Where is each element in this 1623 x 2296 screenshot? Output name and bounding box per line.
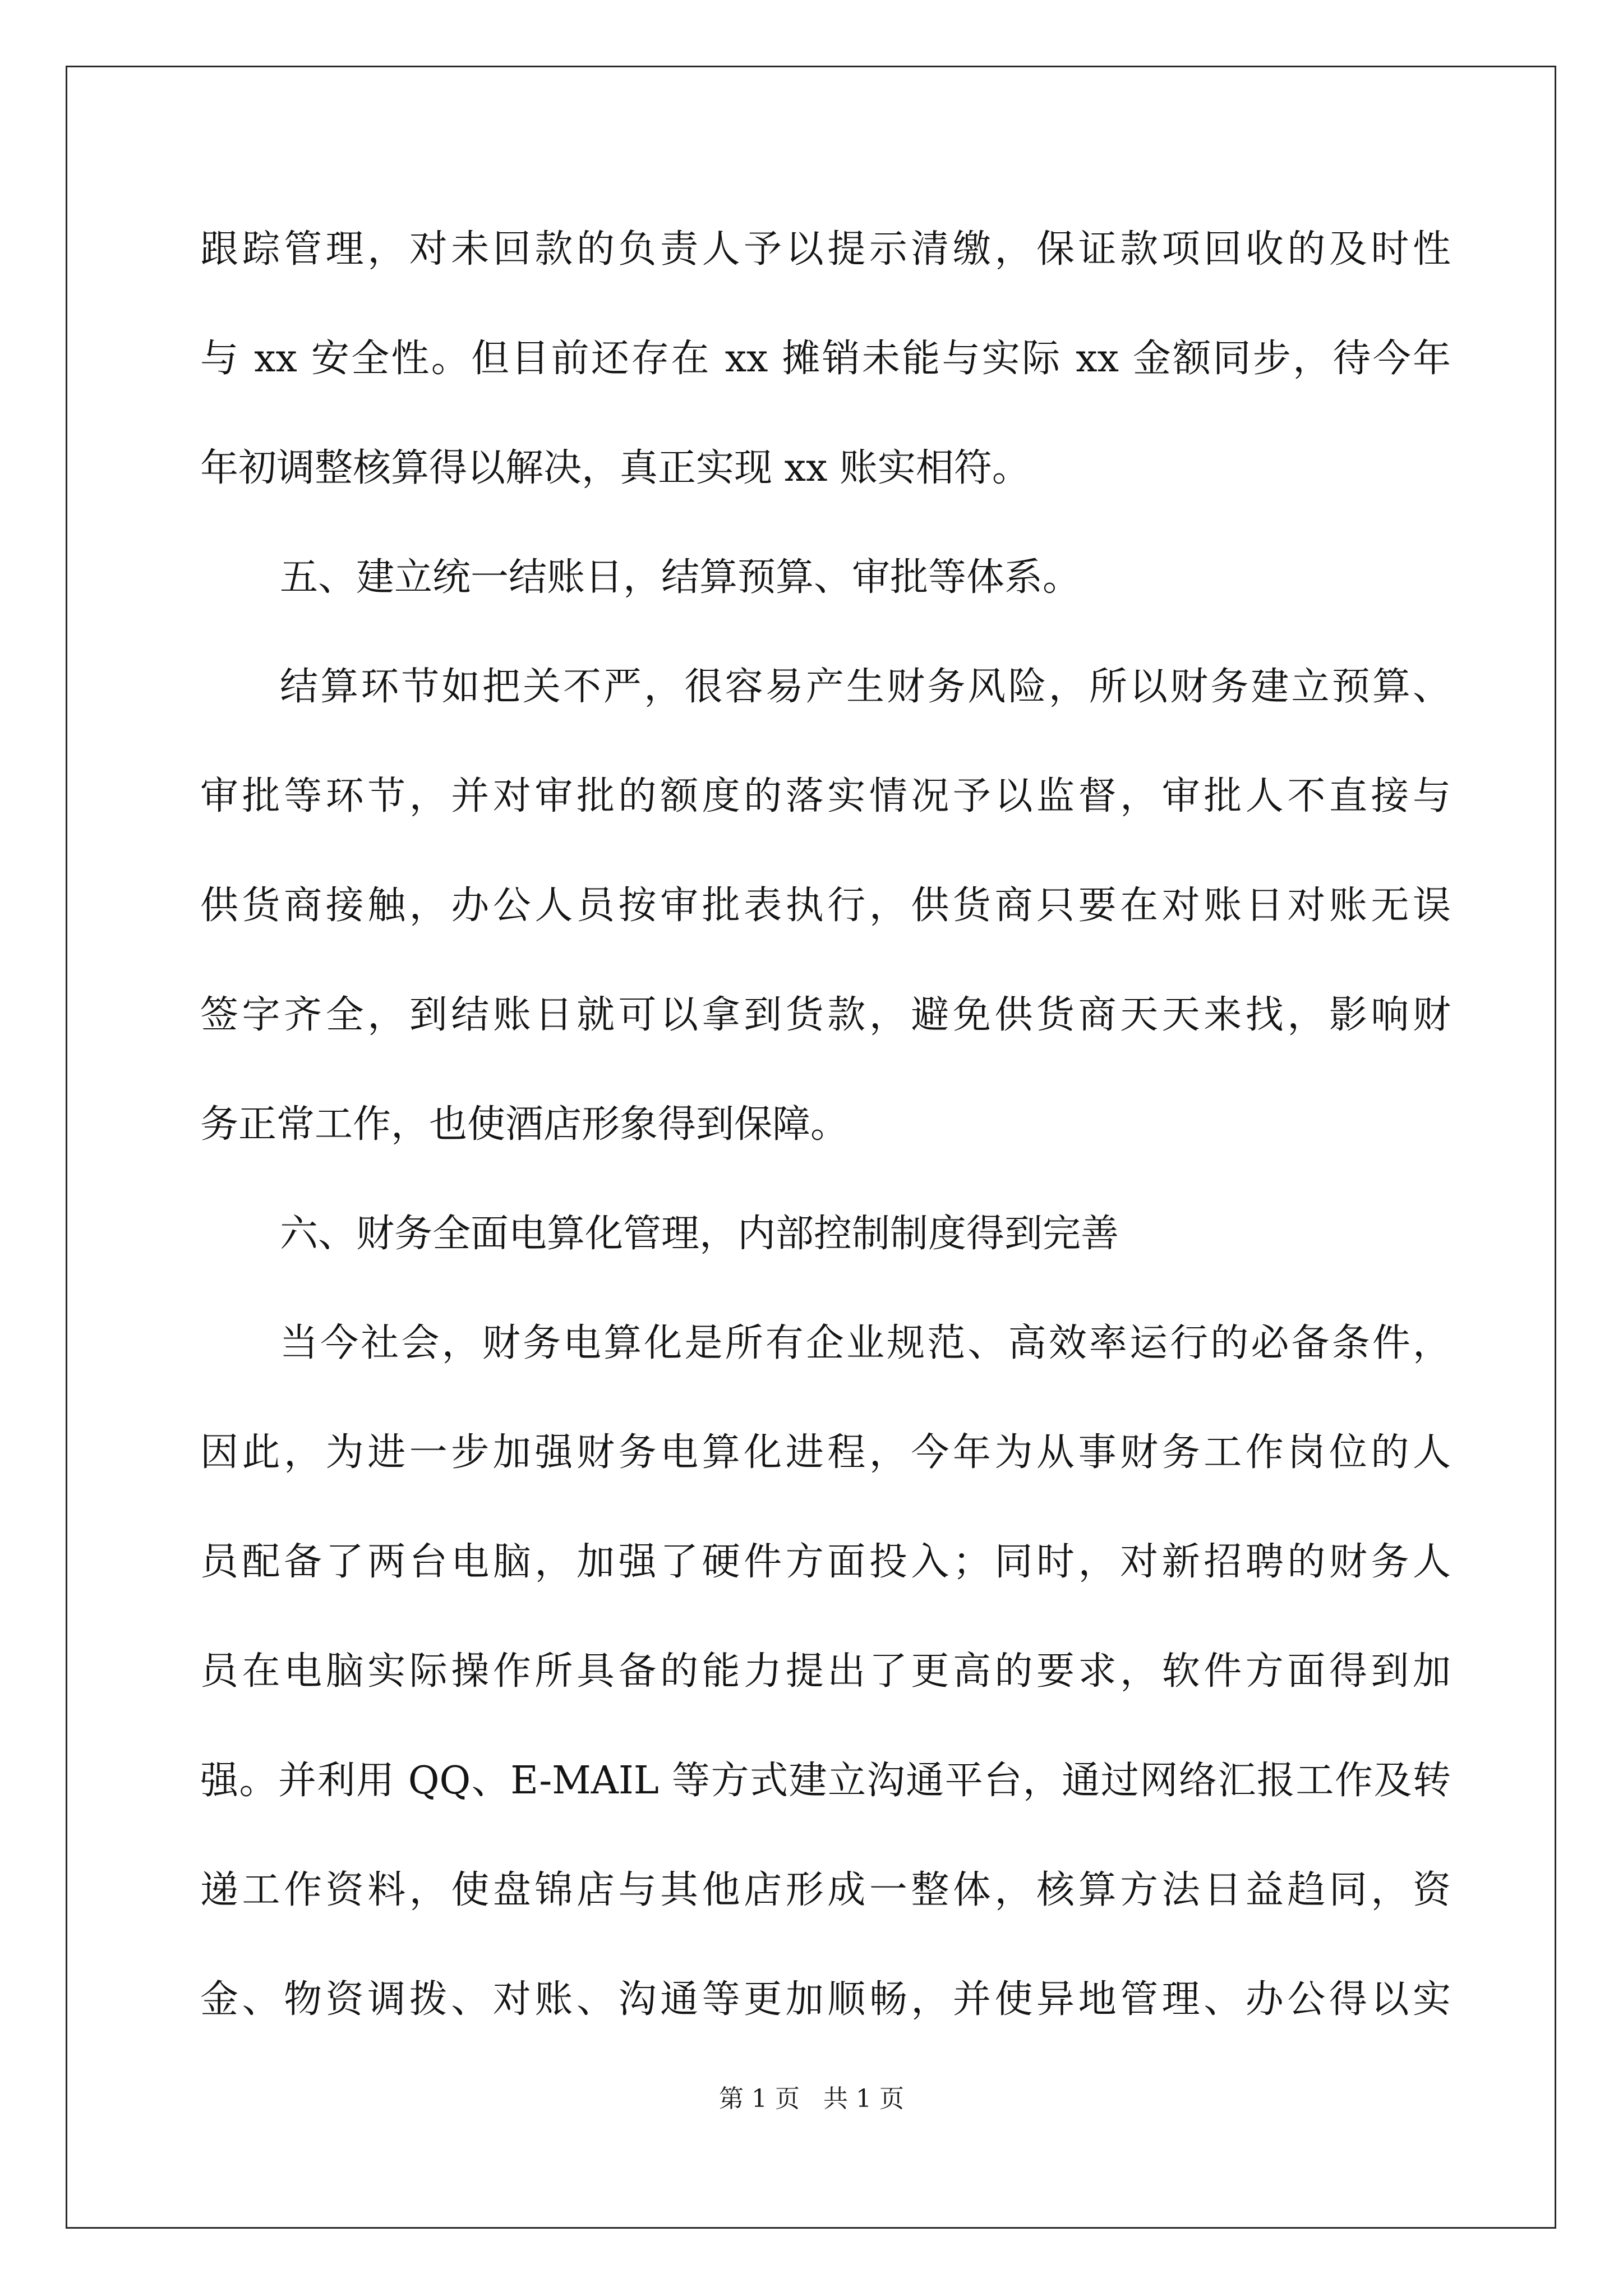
- paragraph-line: 跟踪管理，对未回款的负责人予以提示清缴，保证款项回收的及时性: [200, 227, 1451, 272]
- paragraph-line: 与 xx 安全性。但目前还存在 xx 摊销未能与实际 xx 金额同步，待今年: [200, 337, 1451, 381]
- paragraph-line: 年初调整核算得以解决，真正实现 xx 账实相符。: [200, 446, 1030, 490]
- paragraph-line: 员在电脑实际操作所具备的能力提出了更高的要求，软件方面得到加: [200, 1649, 1451, 1694]
- page-number: 第 1 页 共 1 页: [719, 2085, 904, 2113]
- section-heading: 六、财务全面电算化管理，内部控制制度得到完善: [280, 1212, 1119, 1256]
- paragraph-line: 结算环节如把关不严，很容易产生财务风险，所以财务建立预算、: [280, 665, 1451, 709]
- paragraph-line: 务正常工作，也使酒店形象得到保障。: [200, 1102, 849, 1147]
- paragraph-line: 供货商接触，办公人员按审批表执行，供货商只要在对账日对账无误: [200, 884, 1451, 928]
- page-footer: [0, 2082, 1623, 2116]
- paragraph-line: 金、物资调拨、对账、沟通等更加顺畅，并使异地管理、办公得以实: [200, 1977, 1451, 2022]
- paragraph-line: 审批等环节，并对审批的额度的落实情况予以监督，审批人不直接与: [200, 774, 1451, 818]
- paragraph-line: 因此，为进一步加强财务电算化进程，今年为从事财务工作岗位的人: [200, 1430, 1451, 1475]
- paragraph-line: 当今社会，财务电算化是所有企业规范、高效率运行的必备条件，: [280, 1321, 1451, 1365]
- paragraph-line: 员配备了两台电脑，加强了硬件方面投入；同时，对新招聘的财务人: [200, 1540, 1451, 1584]
- paragraph-line: 签字齐全，到结账日就可以拿到货款，避免供货商天天来找，影响财: [200, 993, 1451, 1037]
- section-heading: 五、建立统一结账日，结算预算、审批等体系。: [280, 555, 1081, 600]
- paragraph-line: 强。并利用 QQ、E-MAIL 等方式建立沟通平台，通过网络汇报工作及转: [200, 1759, 1451, 1803]
- paragraph-line: 递工作资料，使盘锦店与其他店形成一整体，核算方法日益趋同，资: [200, 1868, 1451, 1912]
